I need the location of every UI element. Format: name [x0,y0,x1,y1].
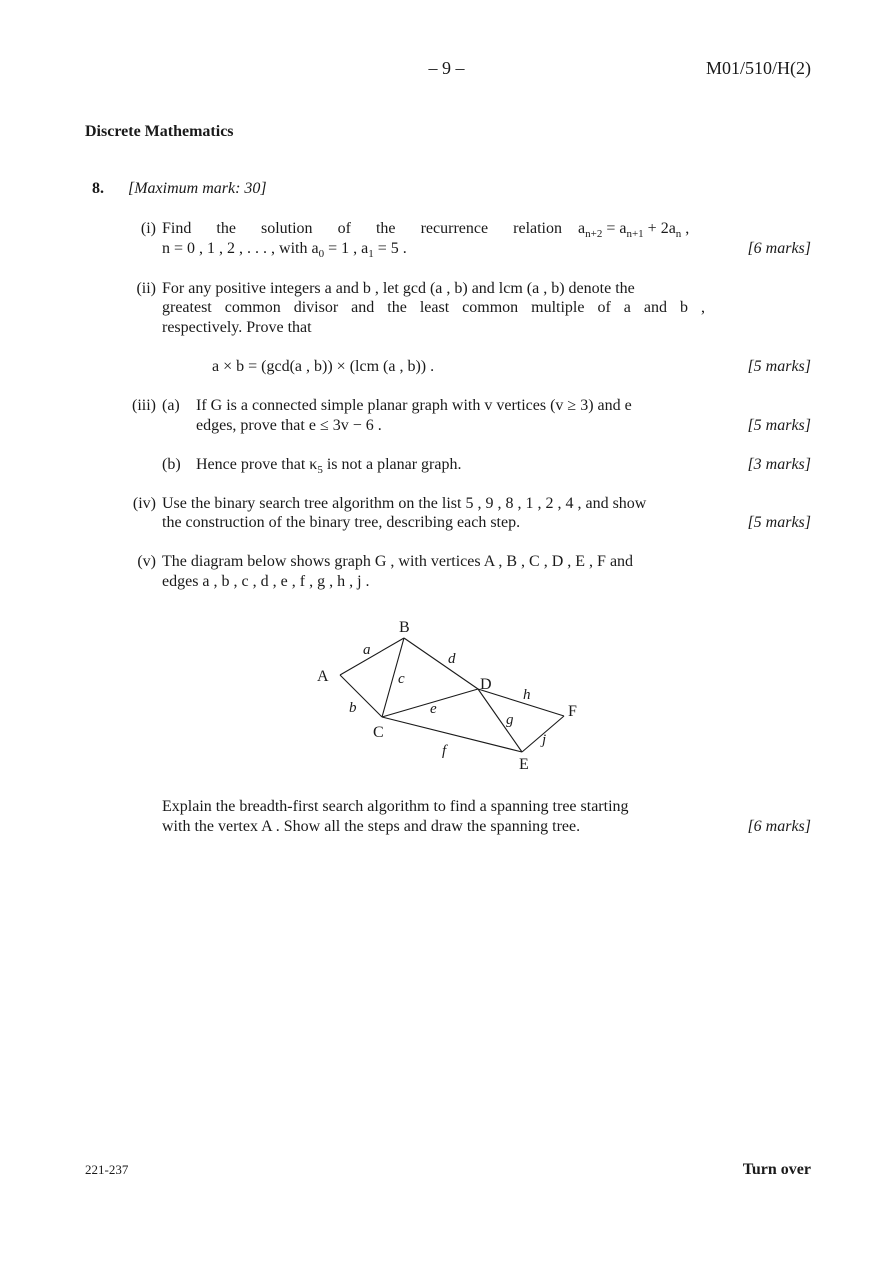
edge-a [340,638,404,675]
part-iv-marks: [5 marks] [747,514,811,531]
paper-code: M01/510/H(2) [706,58,811,78]
edge-label-e: e [430,701,437,717]
part-v-explain2: with the vertex A . Show all the steps and draw the spanning tree. [162,818,581,835]
part-iii-label: (iii) [132,397,156,414]
edge-label-j: j [542,732,547,748]
edge-label-f: f [442,743,447,759]
part-ii-line2: greatest common divisor and the least common multiple of a and b , [162,299,705,316]
page-number: – 9 – [428,58,465,78]
edge-label-b: b [349,700,357,716]
vertex-label-C: C [373,724,384,741]
part-ii-line1: For any positive integers a and b , let gcd (a , b) and lcm (a , b) denote the [162,280,635,297]
vertex-label-A: A [317,668,329,685]
edge-label-h: h [523,687,531,703]
part-iii-b-label: (b) [162,456,181,473]
part-iii-a-line2: edges, prove that e ≤ 3v − 6 . [196,417,382,434]
part-i-label: (i) [140,220,156,237]
part-v-line2: edges a , b , c , d , e , f , g , h , j . [162,573,370,590]
edge-b [340,675,382,717]
edge-label-d: d [448,651,456,667]
part-iii-b-marks: [3 marks] [747,456,811,473]
graph-diagram [300,612,600,782]
part-iii-a-marks: [5 marks] [747,417,811,434]
vertex-label-B: B [399,619,410,636]
question-number: 8. [92,180,104,197]
vertex-label-E: E [519,756,529,773]
part-i-line2: n = 0 , 1 , 2 , . . . , with $a_0 = 1$ , $a_1 = 5$ . [162,240,407,261]
part-v-explain1: Explain the breadth-first search algorithm to find a spanning tree starting [162,798,629,815]
part-i-marks: [6 marks] [747,240,811,257]
part-ii-line3: respectively. Prove that [162,319,312,336]
part-v-line1: The diagram below shows graph G , with vertices A , B , C , D , E , F and [162,553,634,570]
part-iii-a-label: (a) [162,397,180,414]
part-i-line1: Find the solution of the recurrence relation [162,220,562,237]
part-v-label: (v) [137,553,156,570]
part-i-recurrence-formula: $a_{n+2} = a_{n+1} + 2a_n$ , [578,220,690,241]
maximum-mark: [Maximum mark: 30] [128,180,267,197]
part-ii-marks: [5 marks] [747,358,811,375]
part-iv-label: (iv) [132,495,156,512]
edge-label-a: a [363,642,371,658]
part-iv-line2: the construction of the binary tree, describing each step. [162,514,521,531]
edge-label-g: g [506,712,514,728]
edge-d [404,638,478,689]
edge-h [478,689,564,716]
part-iii-b-line1: Hence prove that $\kappa_5$ is not a planar graph. [196,456,462,477]
vertex-label-F: F [568,703,577,720]
edge-label-c: c [398,671,405,687]
subject-heading: Discrete Mathematics [85,123,234,140]
footer-code: 221-237 [85,1162,129,1177]
part-ii-formula: a × b = (gcd(a , b)) × (lcm (a , b)) . [212,358,435,375]
part-iv-line1: Use the binary search tree algorithm on the list 5 , 9 , 8 , 1 , 2 , 4 , and show [162,495,647,512]
part-v-marks: [6 marks] [747,818,811,835]
part-ii-label: (ii) [136,280,156,297]
part-iii-a-line1: If G is a connected simple planar graph with v vertices (v ≥ 3) and e [196,397,632,414]
turn-over-label: Turn over [742,1161,811,1178]
vertex-label-D: D [480,676,492,693]
